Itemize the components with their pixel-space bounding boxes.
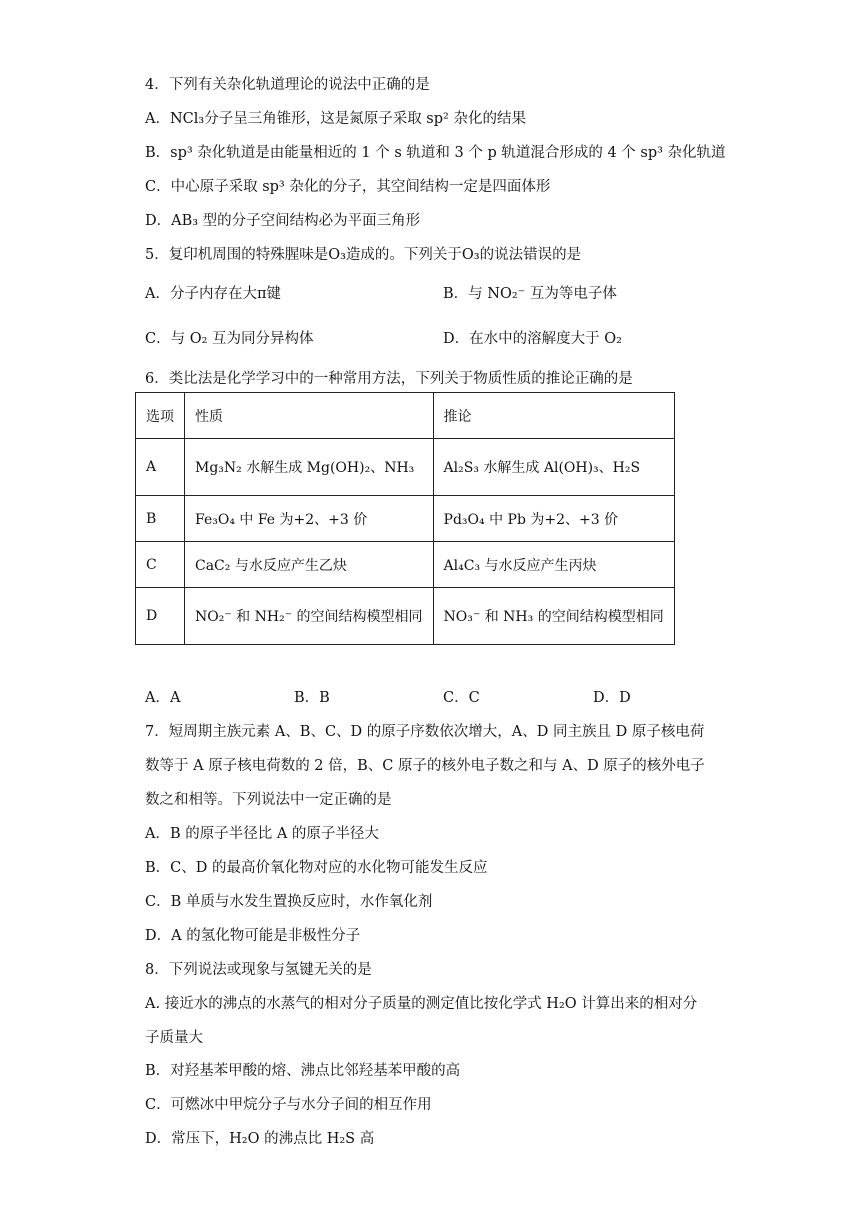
- table-cell: D: [136, 588, 185, 645]
- q6-option-b: B．B: [294, 690, 330, 706]
- table-cell: NO₃⁻ 和 NH₃ 的空间结构模型相同: [433, 588, 674, 645]
- table-row: [136, 496, 675, 542]
- q7-option-b: B．C、D 的最高价氧化物对应的水化物可能发生反应: [145, 860, 488, 876]
- q4-option-d: D．AB₃ 型的分子空间结构必为平面三角形: [145, 213, 421, 229]
- table-row: [136, 439, 675, 496]
- table-cell: Pd₃O₄ 中 Pb 为+2、+3 价: [433, 496, 674, 542]
- q5-option-a: A．分子内存在大π键: [145, 286, 282, 302]
- q7-option-d: D．A 的氢化物可能是非极性分子: [145, 928, 361, 944]
- table-header-row: [136, 393, 675, 439]
- table-row: [136, 588, 675, 645]
- q4-option-b: B．sp³ 杂化轨道是由能量相近的 1 个 s 轨道和 3 个 p 轨道混合形成的 4 个 sp³ 杂化轨道: [145, 145, 726, 161]
- table-cell: Fe₃O₄ 中 Fe 为+2、+3 价: [185, 496, 434, 542]
- q4-option-c: C．中心原子采取 sp³ 杂化的分子，其空间结构一定是四面体形: [145, 179, 551, 195]
- q5-stem: 5．复印机周围的特殊腥味是O₃造成的。下列关于O₃的说法错误的是: [145, 247, 582, 263]
- q6-stem: 6．类比法是化学学习中的一种常用方法，下列关于物质性质的推论正确的是: [145, 371, 633, 387]
- q7-stem-line3: 数之和相等。下列说法中一定正确的是: [145, 792, 392, 808]
- q6-table: [135, 392, 675, 645]
- table-cell: B: [136, 496, 185, 542]
- q7-option-a: A．B 的原子半径比 A 的原子半径大: [145, 826, 379, 842]
- q8-option-b: B．对羟基苯甲酸的熔、沸点比邻羟基苯甲酸的高: [145, 1063, 461, 1079]
- q8-option-d: D．常压下，H₂O 的沸点比 H₂S 高: [145, 1131, 375, 1147]
- q7-stem-line2: 数等于 A 原子核电荷数的 2 倍，B、C 原子的核外电子数之和与 A、D 原子的核外电子: [145, 758, 705, 774]
- q8-option-c: C．可燃冰中甲烷分子与水分子间的相互作用: [145, 1097, 432, 1113]
- q4-stem: 4．下列有关杂化轨道理论的说法中正确的是: [145, 77, 430, 93]
- q5-option-d: D．在水中的溶解度大于 O₂: [443, 331, 622, 347]
- table-cell: Al₄C₃ 与水反应产生丙炔: [433, 542, 674, 588]
- table-header: 性质: [185, 393, 434, 439]
- q6-option-c: C．C: [443, 690, 480, 706]
- q8-stem: 8．下列说法或现象与氢键无关的是: [145, 962, 372, 978]
- table-cell: C: [136, 542, 185, 588]
- q7-option-c: C．B 单质与水发生置换反应时，水作氧化剂: [145, 894, 433, 910]
- table-row: [136, 542, 675, 588]
- q7-stem-line1: 7．短周期主族元素 A、B、C、D 的原子序数依次增大，A、D 同主族且 D 原子核电荷: [145, 724, 705, 740]
- table-cell: Al₂S₃ 水解生成 Al(OH)₃、H₂S: [433, 439, 674, 496]
- table-cell: A: [136, 439, 185, 496]
- q6-option-a: A．A: [145, 690, 181, 706]
- q5-option-c: C．与 O₂ 互为同分异构体: [145, 331, 314, 347]
- table-header: 选项: [136, 393, 185, 439]
- q8-option-a-line1: A. 接近水的沸点的水蒸气的相对分子质量的测定值比按化学式 H₂O 计算出来的相对分: [145, 996, 698, 1012]
- q5-option-b: B．与 NO₂⁻ 互为等电子体: [443, 286, 617, 302]
- table-cell: NO₂⁻ 和 NH₂⁻ 的空间结构模型相同: [185, 588, 434, 645]
- table-cell: CaC₂ 与水反应产生乙炔: [185, 542, 434, 588]
- q8-option-a-line2: 子质量大: [145, 1030, 203, 1046]
- table-cell: Mg₃N₂ 水解生成 Mg(OH)₂、NH₃: [185, 439, 434, 496]
- q4-option-a: A．NCl₃分子呈三角锥形，这是氮原子采取 sp² 杂化的结果: [145, 111, 526, 127]
- table-header: 推论: [433, 393, 674, 439]
- q6-option-d: D．D: [593, 690, 631, 706]
